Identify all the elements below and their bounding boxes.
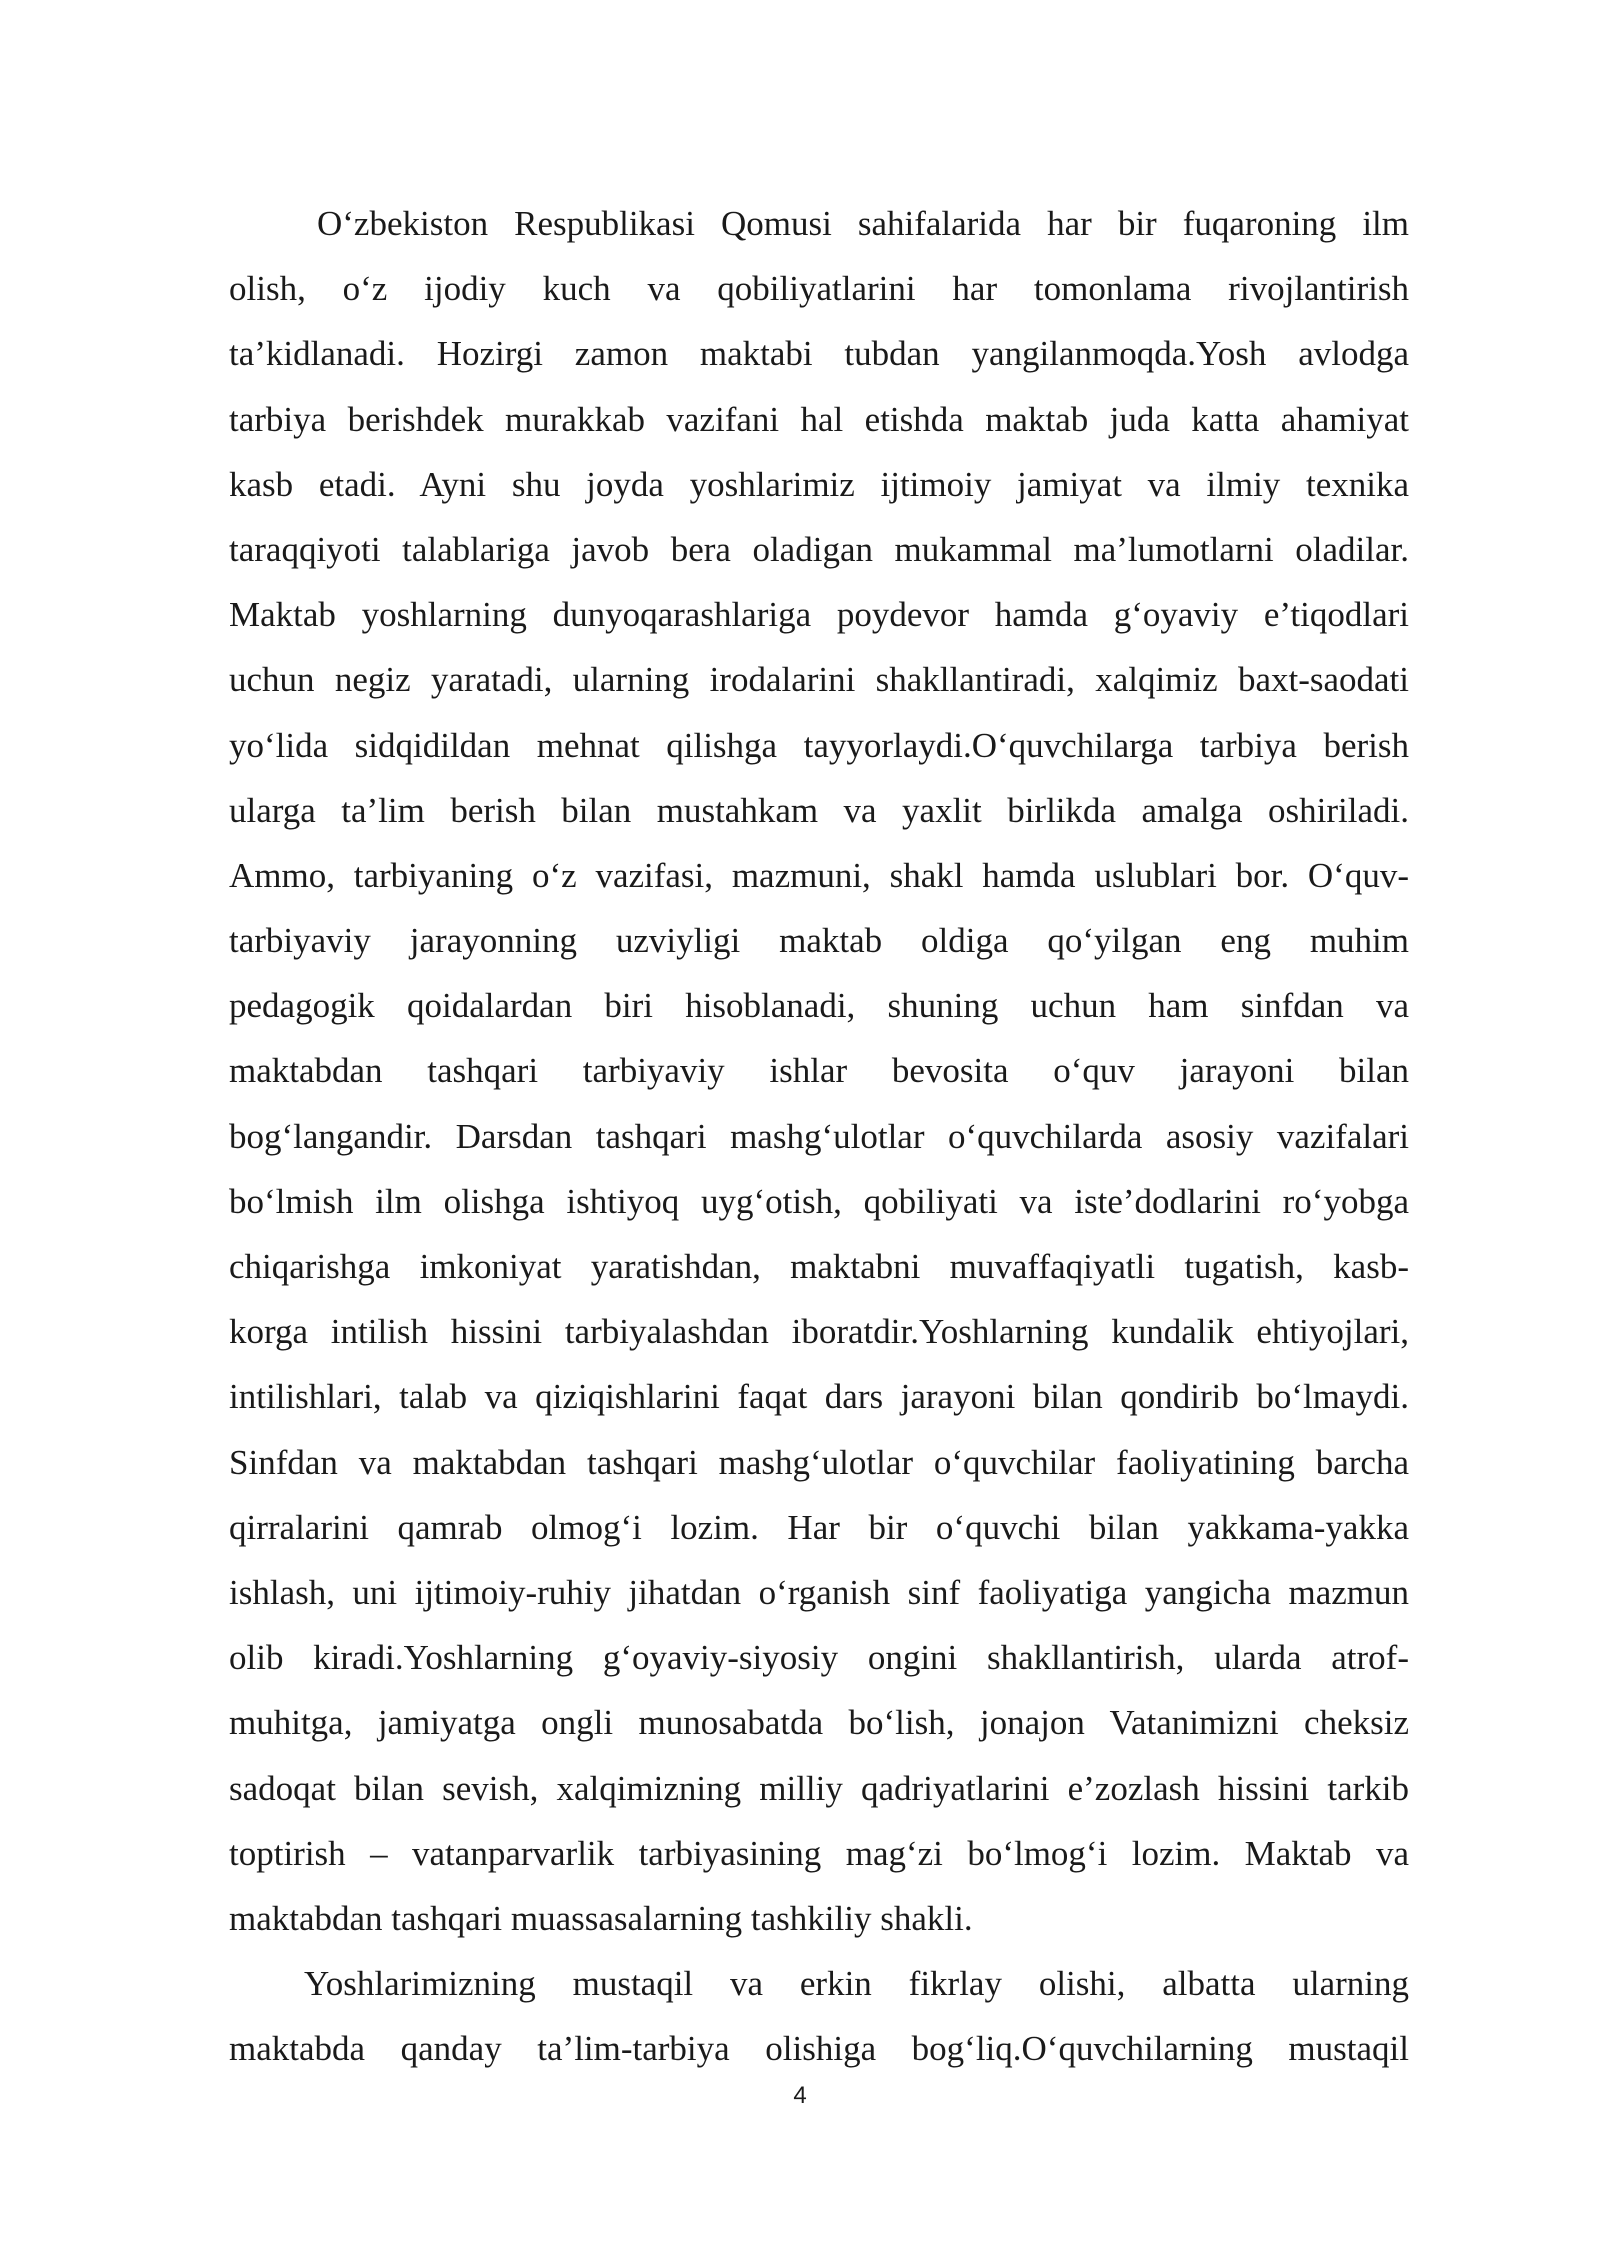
text-line: yo‘lida sidqidildan mehnat qilishga tayyorlaydi.O‘quvchilarga tarbiya berish: [229, 725, 1409, 765]
paragraph-2: [229, 1951, 1409, 2081]
text-line: pedagogik qoidalardan biri hisoblanadi, shuning uchun ham sinfdan va: [229, 986, 1409, 1026]
text-line: tarbiya berishdek murakkab vazifani hal etishda maktab juda katta ahamiyat: [229, 399, 1409, 439]
text-line: ta’kidlanadi. Hozirgi zamon maktabi tubdan yangilanmoqda.Yosh avlodga: [229, 334, 1409, 374]
text-line: O‘zbekiston Respublikasi Qomusi sahifalarida har bir fuqaroning ilm: [317, 204, 1409, 243]
text-line: tarbiyaviy jarayonning uzviyligi maktab oldiga qo‘yilgan eng muhim: [229, 921, 1409, 961]
text-line: taraqqiyoti talablariga javob bera oladigan mukammal ma’lumotlarni oladilar.: [229, 529, 1409, 569]
text-line: korga intilish hissini tarbiyalashdan iboratdir.Yoshlarning kundalik ehtiyojlari,: [229, 1312, 1409, 1352]
body-text: [229, 191, 1409, 2081]
text-line: Yoshlarimizning mustaqil va erkin fikrlay olishi, albatta ularning: [304, 1964, 1409, 2004]
paragraph-1: [229, 191, 1409, 1951]
text-line: olish, o‘z ijodiy kuch va qobiliyatlarini har tomonlama rivojlantirish: [229, 269, 1409, 309]
text-line: maktabdan tashqari muassasalarning tashkiliy shakli.: [229, 1898, 973, 1938]
text-line: ularga ta’lim berish bilan mustahkam va yaxlit birlikda amalga oshiriladi.: [229, 790, 1409, 830]
text-line: intilishlari, talab va qiziqishlarini faqat dars jarayoni bilan qondirib bo‘lmaydi.: [229, 1377, 1409, 1417]
text-line: olib kiradi.Yoshlarning g‘oyaviy-siyosiy ongini shakllantirish, ularda atrof-: [229, 1638, 1409, 1678]
text-line: muhitga, jamiyatga ongli munosabatda bo‘lish, jonajon Vatanimizni cheksiz: [229, 1703, 1409, 1743]
text-line: bog‘langandir. Darsdan tashqari mashg‘ulotlar o‘quvchilarda asosiy vazifalari: [229, 1116, 1409, 1156]
page-number: 4: [793, 2082, 807, 2109]
text-line: maktabdan tashqari tarbiyaviy ishlar bevosita o‘quv jarayoni bilan: [229, 1051, 1409, 1091]
text-line: Ammo, tarbiyaning o‘z vazifasi, mazmuni, shakl hamda uslublari bor. O‘quv-: [229, 855, 1409, 895]
text-line: kasb etadi. Ayni shu joyda yoshlarimiz ijtimoiy jamiyat va ilmiy texnika: [229, 464, 1409, 504]
text-line: toptirish – vatanparvarlik tarbiyasining mag‘zi bo‘lmog‘i lozim. Maktab va: [229, 1833, 1409, 1873]
text-line: ishlash, uni ijtimoiy-ruhiy jihatdan o‘rganish sinf faoliyatiga yangicha mazmun: [229, 1572, 1409, 1612]
text-line: chiqarishga imkoniyat yaratishdan, maktabni muvaffaqiyatli tugatish, kasb-: [229, 1247, 1409, 1286]
text-line: maktabda qanday ta’lim-tarbiya olishiga bog‘liq.O‘quvchilarning mustaqil: [229, 2029, 1409, 2069]
text-line: qirralarini qamrab olmog‘i lozim. Har bir o‘quvchi bilan yakkama-yakka: [229, 1507, 1409, 1547]
text-line: uchun negiz yaratadi, ularning irodalarini shakllantiradi, xalqimiz baxt-saodati: [229, 660, 1409, 700]
text-line: sadoqat bilan sevish, xalqimizning milliy qadriyatlarini e’zozlash hissini tarkib: [229, 1768, 1409, 1808]
text-line: Maktab yoshlarning dunyoqarashlariga poydevor hamda g‘oyaviy e’tiqodlari: [229, 595, 1409, 635]
text-line: Sinfdan va maktabdan tashqari mashg‘ulotlar o‘quvchilar faoliyatining barcha: [229, 1442, 1409, 1482]
text-line: bo‘lmish ilm olishga ishtiyoq uyg‘otish, qobiliyati va iste’dodlarini ro‘yobga: [229, 1181, 1409, 1221]
